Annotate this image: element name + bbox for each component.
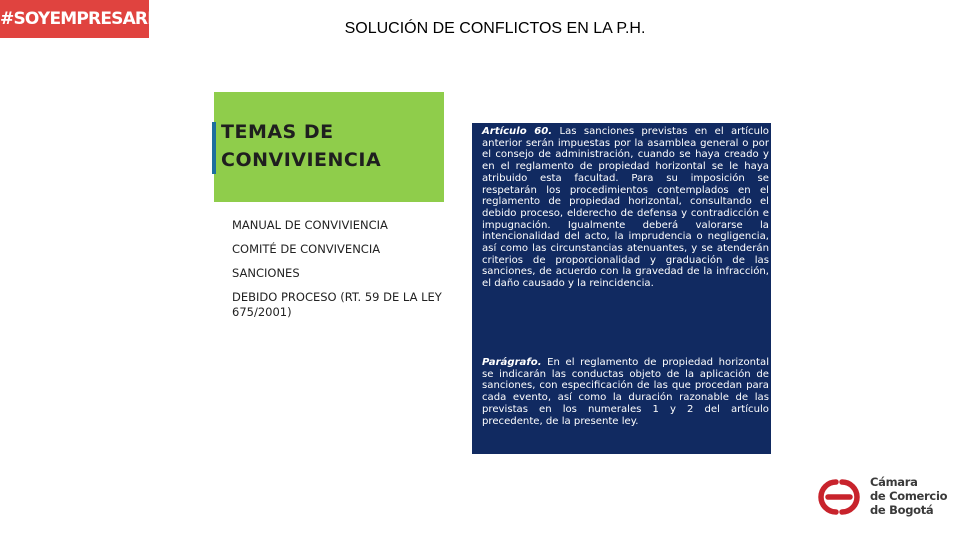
article-60-paragraph — [482, 126, 769, 290]
ccb-mark-icon — [812, 474, 866, 520]
article-label: Artículo 60. — [482, 126, 553, 137]
paragraph-text: En el reglamento de propiedad horizontal se indicarán las conductas objeto de la aplicación de sanciones, con especificación de las que procedan para cada evento, así como la duración razonable de las previstas en los numerales 1 y 2 del artículo precedente, de la presente ley. — [482, 357, 769, 427]
ccb-wordmark — [870, 475, 955, 517]
topics-heading-card — [214, 92, 444, 202]
paragrafo-paragraph — [482, 357, 769, 427]
law-text-card — [472, 123, 771, 454]
ccb-line2: de Comercio — [870, 489, 948, 503]
topics-list — [232, 218, 447, 329]
ccb-line3: de Bogotá — [870, 503, 934, 517]
soyempresario-logo: #SOYEMPRESARIO — [0, 0, 149, 38]
ccb-line1: Cámara — [870, 475, 918, 489]
paragraph-label: Parágrafo. — [482, 357, 542, 368]
article-text: Las sanciones previstas en el artículo anterior serán impuestas por la asamblea general o por el consejo de administración, cuando se haya creado y en el reglamento de propiedad horizontal se le haya atribuido esta facultad. Para su imposición se respetarán los procedimientos contemplados en el reglamento de propiedad horizontal, consultando el debido proceso, elderecho de defensa y contradicción e impugnación. Igualmente deberá valorarse la intencionalidad del acto, la imprudencia o negligencia, así como las circunstancias atenuantes, y se atenderán criterios de proporcionalidad y graduación de las sanciones, de acuerdo con la gravedad de la infracción, el daño causado y la reincidencia. — [482, 126, 769, 290]
topics-heading — [221, 118, 441, 174]
page-title: SOLUCIÓN DE CONFLICTOS EN LA P.H. — [344, 20, 646, 37]
camara-de-comercio-logo — [812, 474, 952, 520]
topics-heading-line1: TEMAS DE — [221, 121, 334, 143]
topic-item: SANCIONES — [232, 266, 300, 280]
topic-item: DEBIDO PROCESO (RT. 59 DE LA LEY 675/2001) — [232, 290, 442, 319]
heading-accent-bar — [212, 122, 216, 174]
topics-heading-line2: CONVIVIENCIA — [221, 149, 382, 171]
topic-item: COMITÉ DE CONVIVENCIA — [232, 242, 381, 256]
topic-item: MANUAL DE CONVIVIENCIA — [232, 218, 388, 232]
